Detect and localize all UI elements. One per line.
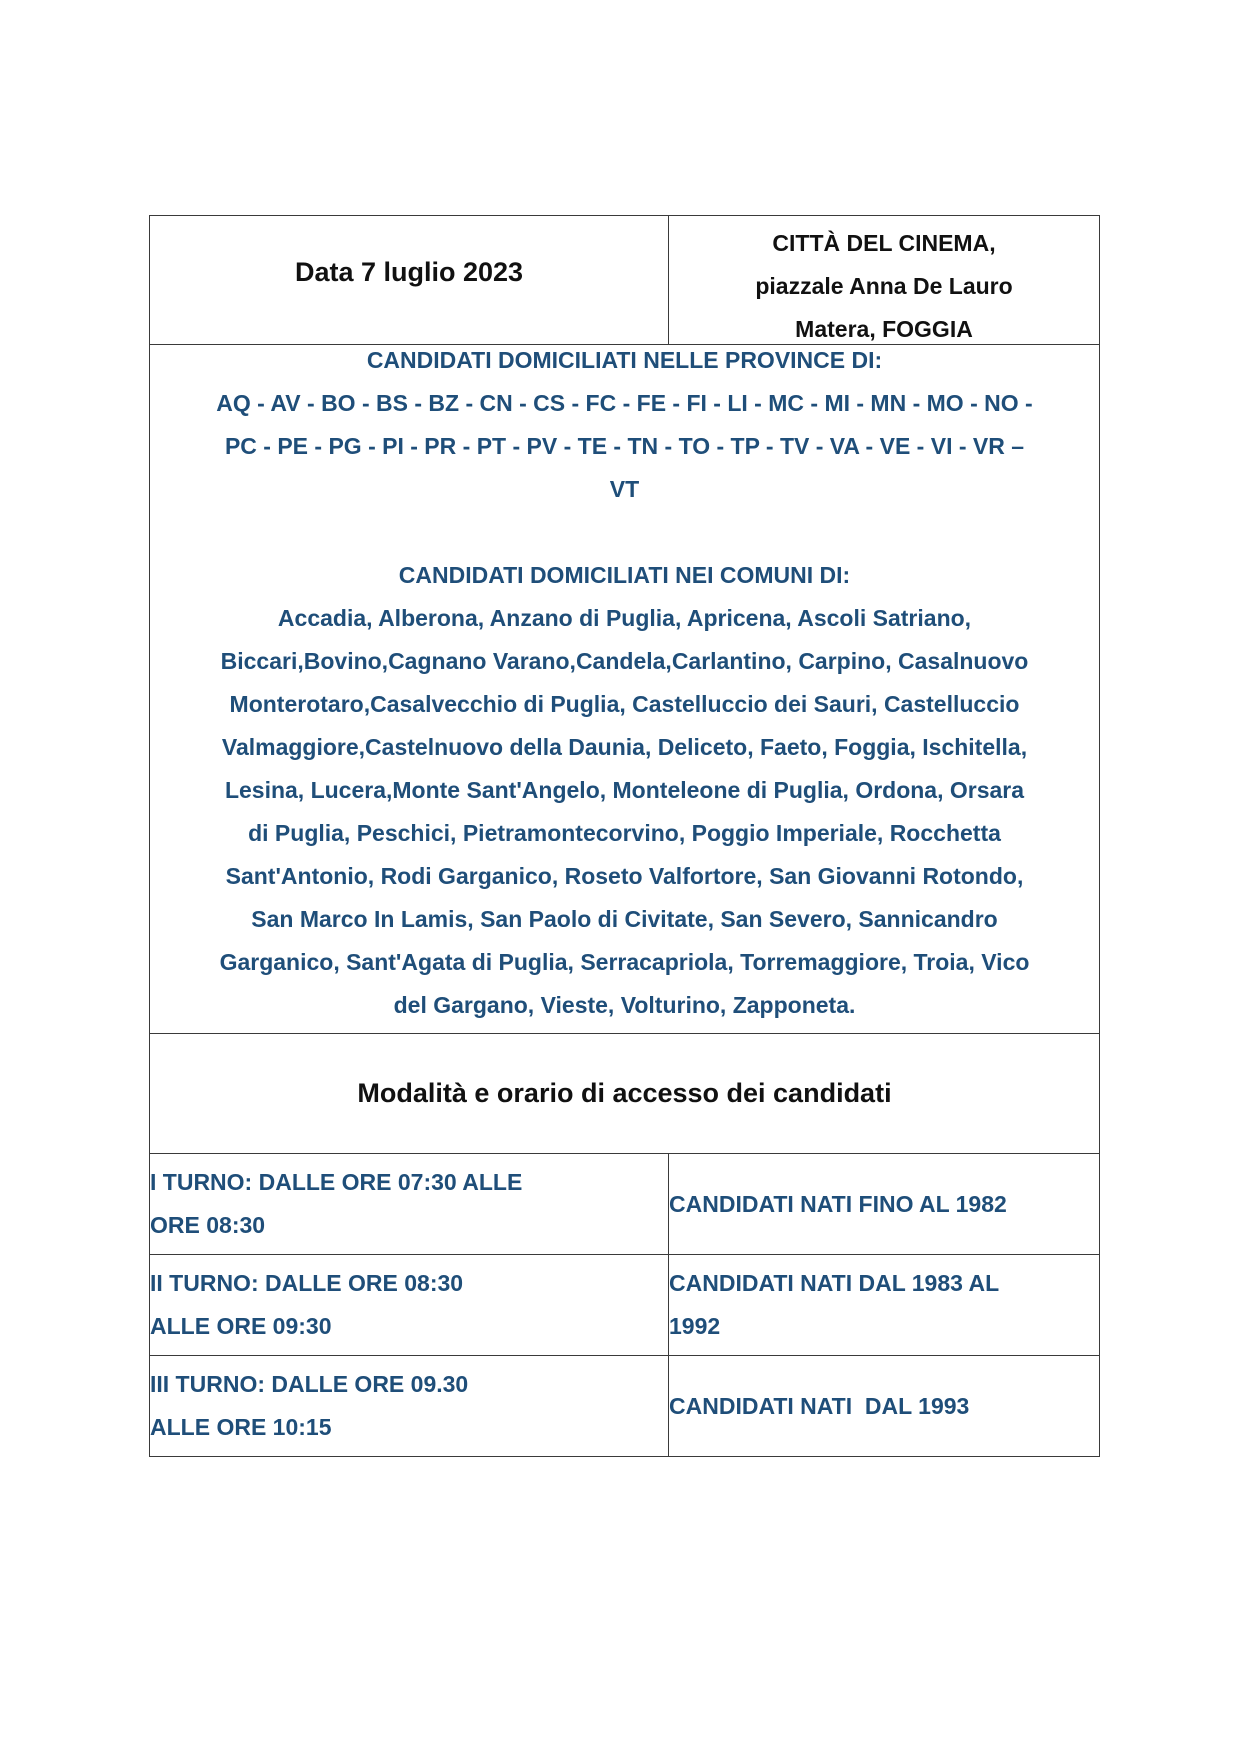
shift-row bbox=[150, 1356, 1100, 1457]
exam-date: Data 7 luglio 2023 bbox=[294, 256, 524, 287]
candidates-row bbox=[150, 345, 1100, 1034]
shift-time-line: ALLE ORE 09:30 bbox=[150, 1313, 332, 1339]
shift-row bbox=[150, 1255, 1100, 1356]
municipalities-line: San Marco In Lamis, San Paolo di Civitate, San Severo, Sannicandro bbox=[251, 906, 998, 932]
venue-address: piazzale Anna De Lauro bbox=[755, 272, 1013, 299]
candidates-cell bbox=[150, 345, 1100, 1034]
shift-time-cell bbox=[150, 1154, 669, 1255]
municipalities-heading: CANDIDATI DOMICILIATI NEI COMUNI DI: bbox=[398, 562, 851, 588]
shift-time-cell bbox=[150, 1255, 669, 1356]
shift-group-line: 1992 bbox=[669, 1313, 721, 1339]
provinces-line: AQ - AV - BO - BS - BZ - CN - CS - FC - FE - FI - LI - MC - MI - MN - MO - NO - bbox=[216, 390, 1033, 416]
municipalities-line: Valmaggiore,Castelnuovo della Daunia, Deliceto, Faeto, Foggia, Ischitella, bbox=[221, 734, 1028, 760]
provinces-heading: CANDIDATI DOMICILIATI NELLE PROVINCE DI: bbox=[366, 347, 883, 373]
municipalities-line: Garganico, Sant'Agata di Puglia, Serracapriola, Torremaggiore, Troia, Vico bbox=[219, 949, 1030, 975]
municipalities-line: Monterotaro,Casalvecchio di Puglia, Castelluccio dei Sauri, Castelluccio bbox=[229, 691, 1020, 717]
shift-group-cell bbox=[669, 1255, 1100, 1356]
municipalities-line: Accadia, Alberona, Anzano di Puglia, Apricena, Ascoli Satriano, bbox=[277, 605, 972, 631]
header-row bbox=[150, 216, 1100, 345]
shift-time-cell bbox=[150, 1356, 669, 1457]
municipalities-line: Biccari,Bovino,Cagnano Varano,Candela,Carlantino, Carpino, Casalnuovo bbox=[220, 648, 1029, 674]
shift-time-line: ORE 08:30 bbox=[150, 1212, 266, 1238]
venue-name: CITTÀ DEL CINEMA, bbox=[772, 229, 996, 256]
municipalities-line: Lesina, Lucera,Monte Sant'Angelo, Monteleone di Puglia, Ordona, Orsara bbox=[224, 777, 1025, 803]
shift-time-line: I TURNO: DALLE ORE 07:30 ALLE bbox=[150, 1169, 523, 1195]
municipalities-line: del Gargano, Vieste, Volturino, Zapponeta. bbox=[393, 992, 856, 1018]
shift-row bbox=[150, 1154, 1100, 1255]
access-title: Modalità e orario di accesso dei candidati bbox=[150, 1034, 1100, 1154]
shift-group-line: CANDIDATI NATI DAL 1993 bbox=[669, 1392, 970, 1419]
spacer bbox=[150, 511, 1099, 554]
venue-cell bbox=[669, 216, 1100, 345]
venue-city: Matera, FOGGIA bbox=[795, 315, 973, 342]
shift-time-line: ALLE ORE 10:15 bbox=[150, 1414, 332, 1440]
shift-group-cell bbox=[669, 1154, 1100, 1255]
municipalities-line: Sant'Antonio, Rodi Garganico, Roseto Valfortore, San Giovanni Rotondo, bbox=[225, 863, 1024, 889]
shift-group-line: CANDIDATI NATI FINO AL 1982 bbox=[669, 1190, 1007, 1217]
municipalities-line: di Puglia, Peschici, Pietramontecorvino, Poggio Imperiale, Rocchetta bbox=[248, 820, 1001, 846]
convocation-table bbox=[149, 215, 1100, 1457]
provinces-line: PC - PE - PG - PI - PR - PT - PV - TE - TN - TO - TP - TV - VA - VE - VI - VR – bbox=[224, 433, 1025, 459]
shift-group-line: CANDIDATI NATI DAL 1983 AL bbox=[669, 1270, 1000, 1296]
date-cell bbox=[150, 216, 669, 345]
shift-time-line: II TURNO: DALLE ORE 08:30 bbox=[150, 1270, 464, 1296]
access-title-row bbox=[150, 1034, 1100, 1154]
shift-time-line: III TURNO: DALLE ORE 09.30 bbox=[150, 1371, 469, 1397]
shift-group-cell bbox=[669, 1356, 1100, 1457]
provinces-line: VT bbox=[609, 476, 640, 502]
